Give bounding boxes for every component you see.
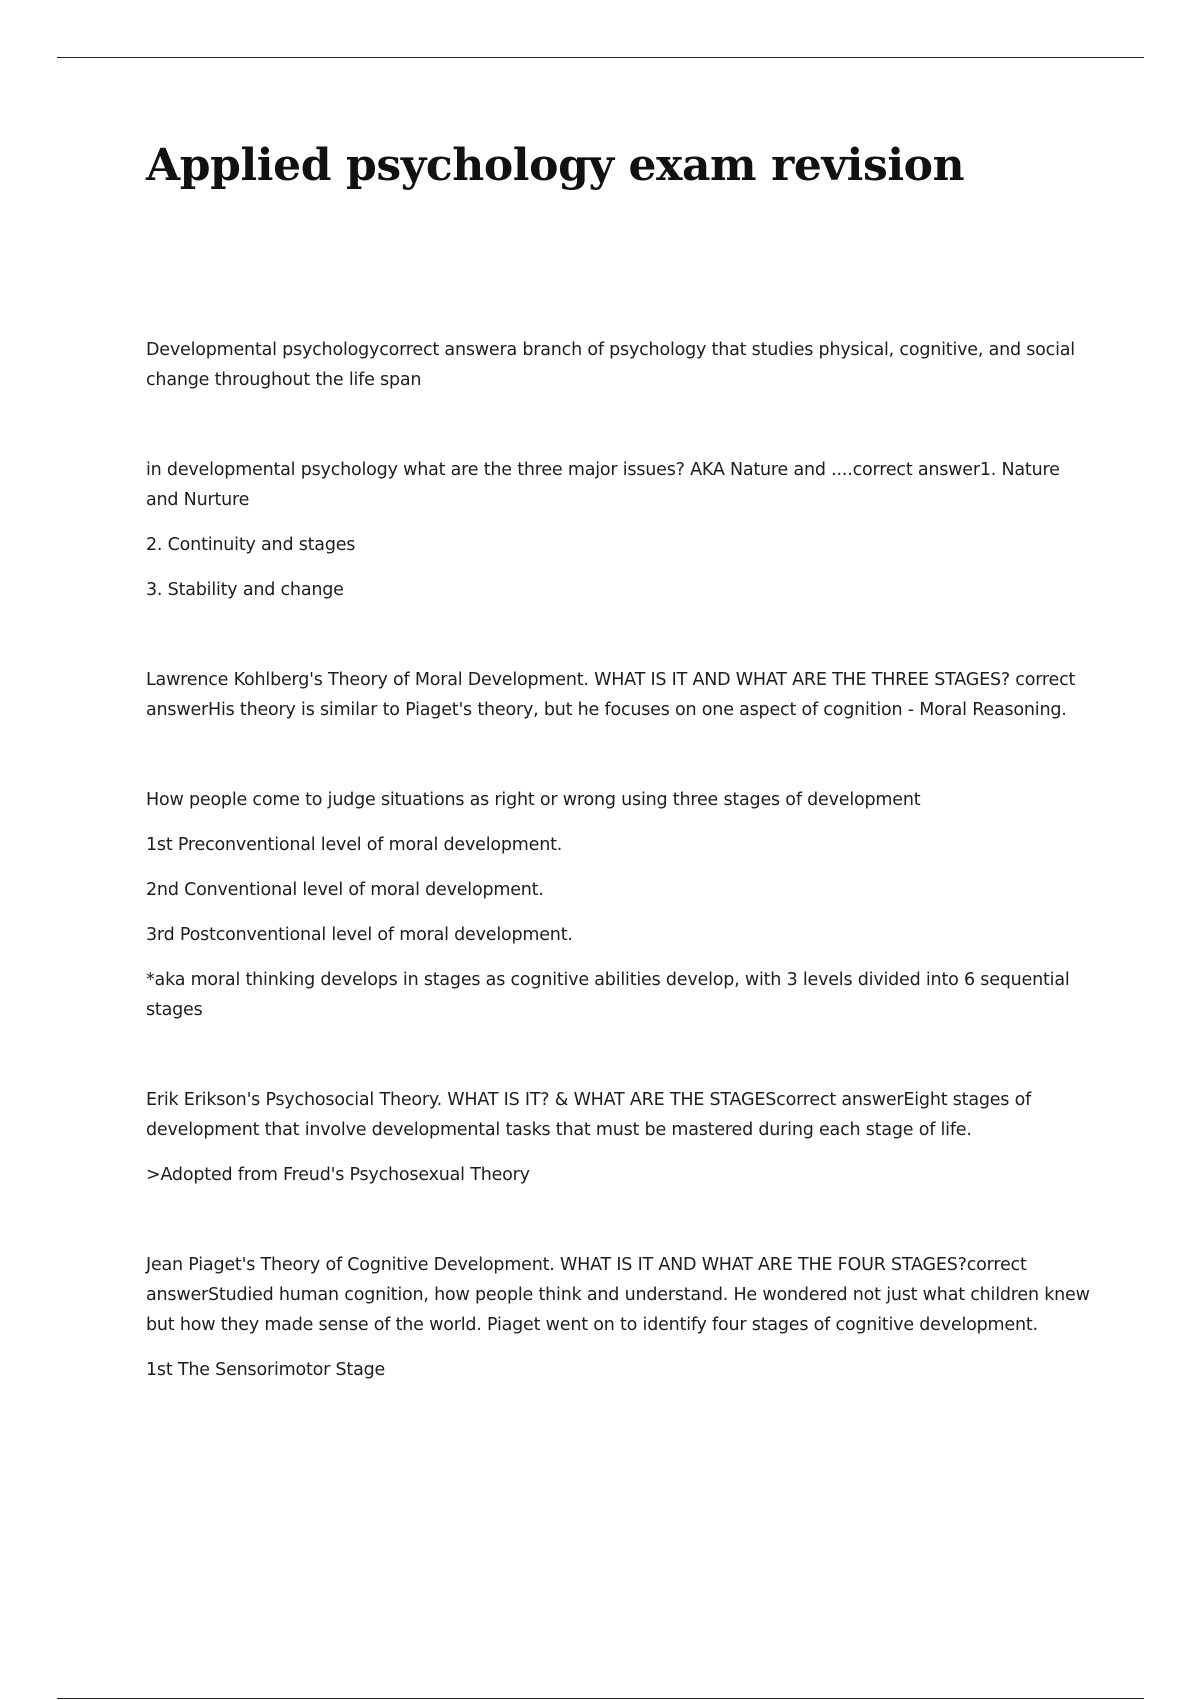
entry-list-item: 2. Continuity and stages	[146, 535, 356, 555]
entry-piaget-theory	[146, 1250, 1096, 1385]
entry-paragraph: How people come to judge situations as right or wrong using three stages of development	[146, 790, 921, 810]
entry-list-item: 1st Preconventional level of moral development.	[146, 835, 563, 855]
top-divider	[57, 57, 1144, 58]
entry-note: *aka moral thinking develops in stages as cognitive abilities develop, with 3 levels divided into 6 sequential stages	[146, 970, 1070, 1020]
entry-list-item: 3rd Postconventional level of moral development.	[146, 925, 573, 945]
entry-paragraph: Lawrence Kohlberg's Theory of Moral Development. WHAT IS IT AND WHAT ARE THE THREE STAGES? correct answerHis theory is similar to Piaget's theory, but he focuses on one aspect of cognition - Moral Reasoning.	[146, 670, 1076, 720]
entry-kohlberg-stages	[146, 785, 1096, 1025]
entry-paragraph: Erik Erikson's Psychosocial Theory. WHAT IS IT? & WHAT ARE THE STAGEScorrect answerEight stages of development that involve developmental tasks that must be mastered during each stage of life.	[146, 1090, 1032, 1140]
entry-kohlberg-theory	[146, 665, 1096, 725]
entry-note: >Adopted from Freud's Psychosexual Theory	[146, 1165, 530, 1185]
entry-list-item: 3. Stability and change	[146, 580, 344, 600]
bottom-divider	[57, 1698, 1144, 1699]
entry-list-item: 1st The Sensorimotor Stage	[146, 1360, 386, 1380]
entry-paragraph: Developmental psychologycorrect answera branch of psychology that studies physical, cognitive, and social change throughout the life span	[146, 340, 1075, 390]
entry-paragraph: in developmental psychology what are the three major issues? AKA Nature and ....correct answer1. Nature and Nurture	[146, 460, 1060, 510]
document-body	[146, 335, 1096, 1385]
entry-paragraph: Jean Piaget's Theory of Cognitive Development. WHAT IS IT AND WHAT ARE THE FOUR STAGES?correct answerStudied human cognition, how people think and understand. He wondered not just what children knew but how they made sense of the world. Piaget went on to identify four stages of cognitive development.	[146, 1255, 1090, 1335]
page-title: Applied psychology exam revision	[146, 140, 965, 191]
entry-erikson-theory	[146, 1085, 1096, 1190]
entry-developmental-psychology	[146, 335, 1096, 395]
entry-list-item: 2nd Conventional level of moral development.	[146, 880, 544, 900]
entry-three-major-issues	[146, 455, 1096, 605]
